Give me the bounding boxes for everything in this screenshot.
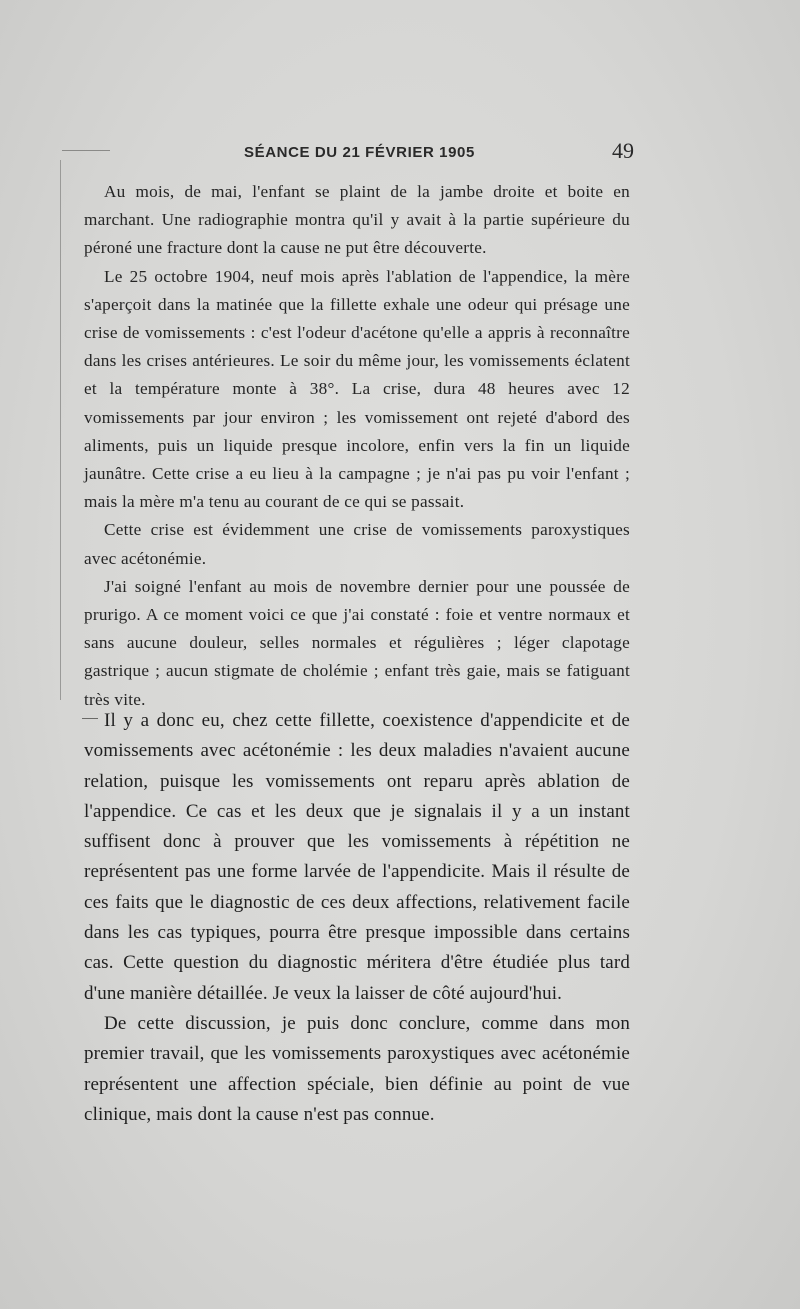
page-number: 49 xyxy=(612,138,634,163)
paragraph: Il y a donc eu, chez cette fillette, coexistence d'appendicite et de vomissements avec acétonémie : les deux maladies n'avaient aucune relation, puisque les vomissements ont reparu après ablation de l'appendice. Ce cas et les deux que je signalais il y a un instant suffisent donc à prouver que les vomissements à répétition ne représentent pas une forme larvée de l'appendicite. Mais il résulte de ces faits que le diagnostic de ces deux affections, relativement facile dans les cas typiques, pourra être presque impossible dans certains cas. Cette question du diagnostic méritera d'être étudiée plus tard d'une manière détaillée. Je veux la laisser de côté aujourd'hui. xyxy=(84,710,630,1004)
margin-line-mark xyxy=(60,160,61,700)
paragraph: Le 25 octobre 1904, neuf mois après l'ablation de l'appendice, la mère s'aperçoit dans la matinée que la fillette exhale une odeur qui présage une crise de vomissements : c'est l'odeur d'acétone qu'elle a appris à reconnaître dans les crises antérieures. Le soir du même jour, les vomissements éclatent et la température monte à 38°. La crise, dura 48 heures avec 12 vomissements par jour environ ; les vomissement ont rejeté d'abord des aliments, puis un liquide presque incolore, enfin vers la fin un liquide jaunâtre. Cette crise a eu lieu à la campagne ; je n'ai pas pu voir l'enfant ; mais la mère m'a tenu au courant de ce qui se passait. xyxy=(84,266,630,512)
paragraph: De cette discussion, je puis donc conclure, comme dans mon premier travail, que les vomissements paroxystiques avec acétonémie représentent une affection spéciale, bien définie au point de vue clinique, mais dont la cause n'est pas connue. xyxy=(84,1012,630,1125)
paragraph: J'ai soigné l'enfant au mois de novembre dernier pour une poussée de prurigo. A ce moment voici ce que j'ai constaté : foie et ventre normaux et sans aucune douleur, selles normales et régulières ; léger clapotage gastrique ; aucun stigmate de cholémie ; enfant très gaie, mais se fatiguant très vite. xyxy=(84,576,630,709)
paragraph: Au mois, de mai, l'enfant se plaint de la jambe droite et boite en marchant. Une radiographie montra qu'il y avait à la partie supérieure du péroné une fracture dont la cause ne put être découverte. xyxy=(84,182,630,258)
body-text-large xyxy=(84,706,630,1130)
running-title: SÉANCE DU 21 FÉVRIER 1905 xyxy=(244,144,475,161)
paragraph: Cette crise est évidemment une crise de vomissements paroxystiques avec acétonémie. xyxy=(84,520,630,568)
body-text-small xyxy=(84,178,630,714)
page-header xyxy=(84,140,634,170)
